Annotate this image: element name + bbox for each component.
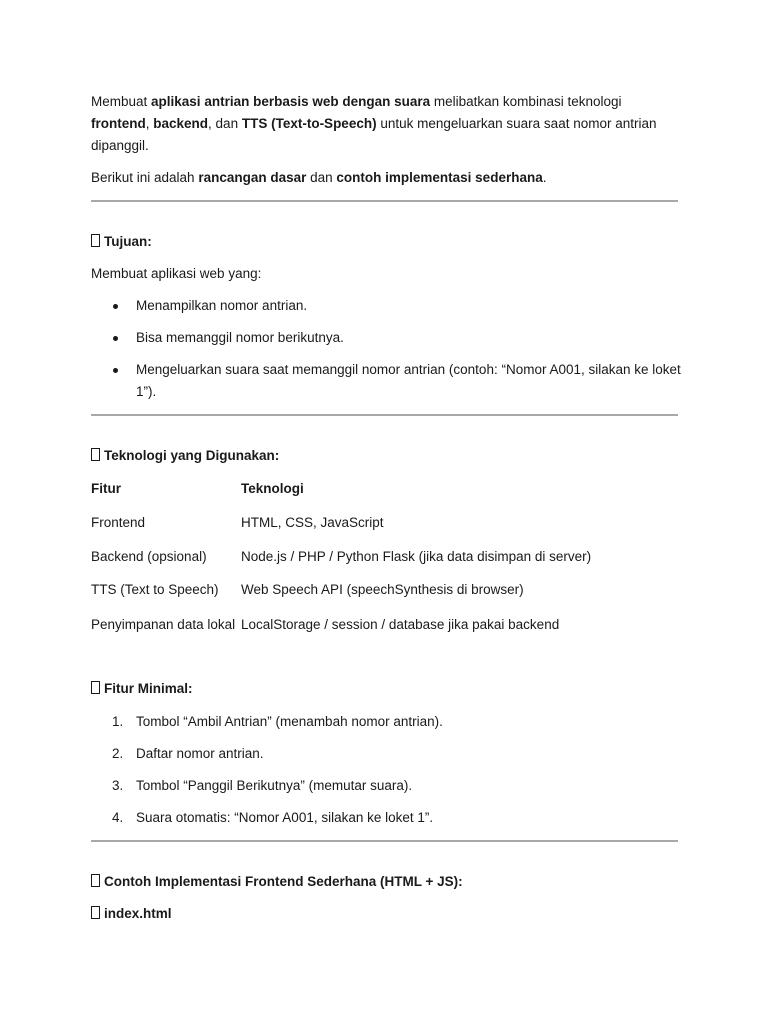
table-cell: Node.js / PHP / Python Flask (jika data disimpan di server)	[241, 549, 592, 564]
intro-paragraph-1	[91, 91, 681, 157]
section-heading-contoh	[91, 871, 463, 893]
heading-text: Teknologi yang Digunakan:	[104, 448, 280, 463]
table-cell: Penyimpanan data lokal	[91, 617, 236, 632]
intro-p2-seg: contoh implementasi sederhana	[336, 170, 543, 185]
intro-p2-seg: Berikut ini adalah	[91, 170, 199, 185]
list-item: Daftar nomor antrian.	[136, 746, 264, 761]
divider	[91, 414, 678, 416]
table-cell: HTML, CSS, JavaScript	[241, 515, 384, 530]
missing-glyph-icon	[91, 234, 100, 247]
table-cell: LocalStorage / session / database jika pakai backend	[241, 617, 560, 632]
intro-p1-seg: melibatkan kombinasi teknologi	[430, 94, 622, 109]
intro-p1-seg: Membuat	[91, 94, 152, 109]
intro-p1-seg: , dan	[208, 116, 242, 131]
table-header-cell: Fitur	[91, 481, 121, 496]
list-number: 1.	[112, 714, 124, 729]
list-item: Bisa memanggil nomor berikutnya.	[136, 330, 344, 345]
bullet-icon	[113, 368, 118, 373]
list-number: 2.	[112, 746, 124, 761]
table-cell: Frontend	[91, 515, 146, 530]
list-number: 3.	[112, 778, 124, 793]
intro-p1-seg: TTS (Text-to-Speech)	[241, 116, 377, 131]
table-cell: Web Speech API (speechSynthesis di browser)	[241, 582, 524, 597]
missing-glyph-icon	[91, 681, 100, 694]
intro-paragraph-2	[91, 167, 681, 189]
intro-p2-seg: dan	[306, 170, 337, 185]
heading-text: Fitur Minimal:	[104, 681, 193, 696]
missing-glyph-icon	[91, 448, 100, 461]
intro-p1-seg: ,	[145, 116, 154, 131]
tujuan-lead: Membuat aplikasi web yang:	[91, 266, 262, 281]
heading-text: Tujuan:	[104, 234, 152, 249]
intro-p2-seg: .	[542, 170, 547, 185]
bullet-icon	[113, 304, 118, 309]
intro-p1-seg: aplikasi antrian berbasis web dengan suara	[151, 94, 431, 109]
divider	[91, 200, 678, 202]
list-number: 4.	[112, 810, 124, 825]
file-name: index.html	[104, 906, 172, 921]
table-header-cell: Teknologi	[241, 481, 304, 496]
section-heading-tujuan	[91, 231, 152, 253]
intro-p2-seg: rancangan dasar	[198, 170, 307, 185]
list-item: Menampilkan nomor antrian.	[136, 298, 308, 313]
section-heading-fitur	[91, 678, 193, 700]
section-heading-teknologi	[91, 445, 279, 467]
intro-p1-seg: untuk mengeluarkan suara saat nomor antrian dipanggil.	[91, 116, 657, 153]
file-heading	[91, 903, 172, 925]
list-item: Tombol “Panggil Berikutnya” (memutar suara).	[136, 778, 413, 793]
list-item: Mengeluarkan suara saat memanggil nomor antrian (contoh: “Nomor A001, silakan ke loket 1”).	[136, 362, 681, 399]
list-item: Suara otomatis: “Nomor A001, silakan ke loket 1”.	[136, 810, 434, 825]
divider	[91, 840, 678, 842]
list-item: Tombol “Ambil Antrian” (menambah nomor antrian).	[136, 714, 443, 729]
bullet-icon	[113, 336, 118, 341]
heading-text: Contoh Implementasi Frontend Sederhana (HTML + JS):	[104, 874, 463, 889]
table-cell: Backend (opsional)	[91, 549, 207, 564]
intro-p1-seg: frontend	[91, 116, 146, 131]
missing-glyph-icon	[91, 906, 100, 919]
table-cell: TTS (Text to Speech)	[91, 582, 219, 597]
missing-glyph-icon	[91, 874, 100, 887]
intro-p1-seg: backend	[153, 116, 209, 131]
